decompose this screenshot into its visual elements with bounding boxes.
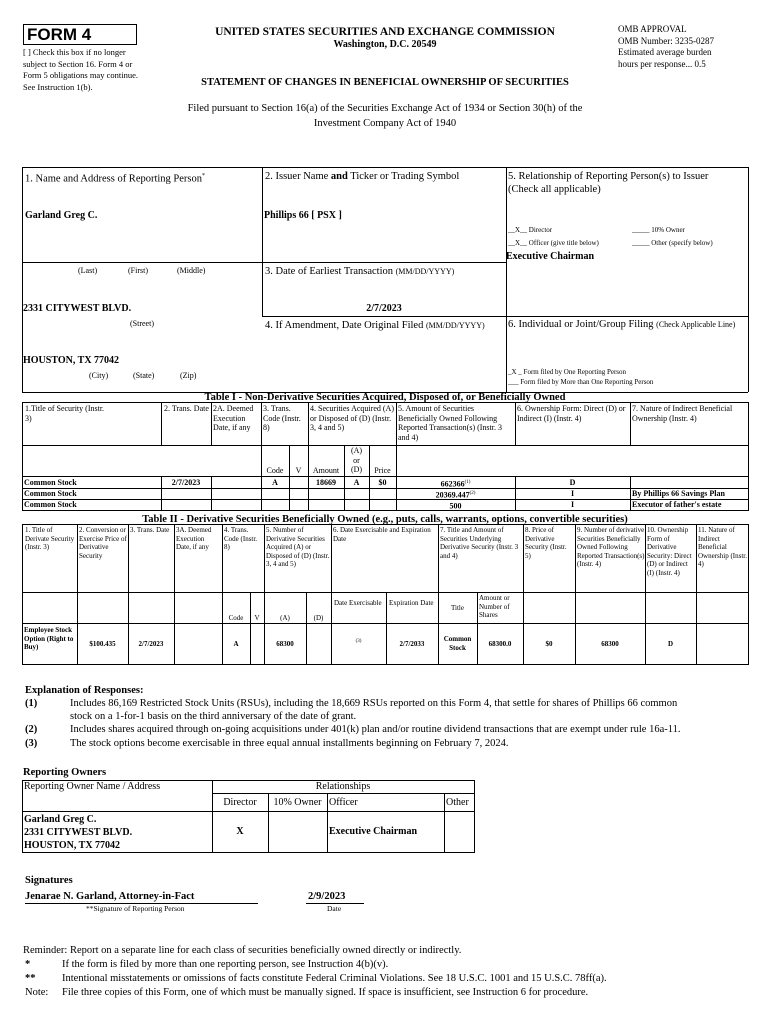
amendment-label-text: 4. If Amendment, Date Original Filed xyxy=(265,320,424,331)
footer-note: File three copies of this Form, one of which must be manually signed. If space is insufficient, see Instruction 6 for procedure. xyxy=(62,987,589,998)
t2-sub-exercisable: Date Exercisable xyxy=(334,599,382,607)
t1-row-nature: Executor of father's estate xyxy=(632,500,722,509)
owner-officer: Executive Chairman xyxy=(329,826,418,837)
t2-row-price: $100.435 xyxy=(89,640,116,648)
t1-sub-ad-or: or xyxy=(353,455,360,465)
t2-header-code: 4. Trans. Code (Instr. 8) xyxy=(224,526,258,551)
t1-row-title: Common Stock xyxy=(24,500,77,509)
t1-row-ad: A xyxy=(353,478,360,487)
t2-sub-amount: Amount or Number of Shares xyxy=(479,594,510,619)
relationship-director[interactable]: __X__ Director xyxy=(508,226,553,234)
last-label: (Last) xyxy=(78,266,98,275)
relationship-label-text: 5. Relationship of Reporting Person(s) to Issuer xyxy=(508,171,709,182)
amendment-label-small: (MM/DD/YYYY) xyxy=(425,321,485,330)
t2-header-number: 5. Number of Derivative Securities Acquired (A) or Disposed of (D) (Instr. 3, 4 and 5) xyxy=(266,526,330,568)
t2-row-owned: 68300 xyxy=(601,640,619,648)
t1-sub-v: V xyxy=(295,466,302,475)
omb-burden: Estimated average burden xyxy=(618,47,712,57)
t2-header-conversion: 2. Conversion or Exercise Price of Derivative Security xyxy=(79,526,127,560)
statement-title: STATEMENT OF CHANGES IN BENEFICIAL OWNERSHIP OF SECURITIES xyxy=(201,77,569,88)
reporting-person-label xyxy=(25,170,205,186)
relationship-officer[interactable]: __X__ Officer (give title below) xyxy=(508,239,599,247)
owner-city: HOUSTON, TX 77042 xyxy=(24,840,121,851)
owners-col-relationships: Relationships xyxy=(315,781,371,792)
t2-header-underlying: 7. Title and Amount of Securities Underlying Derivative Security (Instr. 3 and 4) xyxy=(440,526,519,560)
t2-header-deemed: 3A. Deemed Execution Date, if any xyxy=(176,526,212,551)
zip-label: (Zip) xyxy=(180,371,197,380)
issuer-label-pre: 2. Issuer Name xyxy=(265,171,329,182)
street-label: (Street) xyxy=(130,319,154,328)
relationship-label xyxy=(508,170,746,196)
amendment-label xyxy=(265,319,485,332)
t2-header-exercisable: 6. Date Exercisable and Expiration Date xyxy=(333,526,431,543)
footer-mark: ** xyxy=(25,973,36,984)
owners-col-ten: 10% Owner xyxy=(273,797,322,808)
t2-row-exercisable: (3) xyxy=(355,639,362,644)
t1-header-title: 1.Title of Security (Instr. 3) xyxy=(25,404,105,423)
table1-title: Table I - Non-Derivative Securities Acquired, Disposed of, or Beneficially Owned xyxy=(204,392,566,403)
reporting-person-street: 2331 CITYWEST BLVD. xyxy=(23,303,132,314)
relationship-sublabel: (Check all applicable) xyxy=(508,184,601,195)
explanation-num: (1) xyxy=(25,698,38,709)
t1-row-date: 2/7/2023 xyxy=(171,478,201,487)
issuer-value: Phillips 66 [ PSX ] xyxy=(264,210,342,221)
explanation-text: The stock options become exercisable in three equal annual installments beginning on February 7, 2024. xyxy=(70,738,509,749)
t2-row-date: 2/7/2023 xyxy=(138,640,164,648)
owner-name: Garland Greg C. xyxy=(24,814,97,825)
signature-name-caption: **Signature of Reporting Person xyxy=(86,904,185,913)
earliest-transaction-label xyxy=(265,265,454,278)
t2-sub-v: V xyxy=(254,614,260,622)
t1-header-date: 2. Trans. Date xyxy=(164,404,209,413)
t1-sub-price: Price xyxy=(374,466,391,475)
t2-row-a: 68300 xyxy=(276,640,294,648)
t2-header-nature: 11. Nature of Indirect Beneficial Ownership (Instr. 4) xyxy=(698,526,747,568)
t2-row-underlying-title: Common Stock xyxy=(443,635,472,652)
reporting-person-label-text: 1. Name and Address of Reporting Person xyxy=(25,173,203,185)
t1-header-form: 6. Ownership Form: Direct (D) or Indirect (I) (Instr. 4) xyxy=(517,404,626,423)
t1-row-owned-value: 662366 xyxy=(440,479,465,489)
explanation-num: (2) xyxy=(25,724,38,735)
t2-row-deriv-price: $0 xyxy=(545,640,553,648)
relationship-title: Executive Chairman xyxy=(506,251,595,262)
t2-row-form: D xyxy=(667,640,674,648)
t2-header-owned: 9. Number of derivative Securities Beneficially Owned Following Reported Transaction(s) (Instr. 4) xyxy=(577,526,645,568)
t1-row-owned-value: 20369.447 xyxy=(435,490,470,500)
t2-sub-title: Title xyxy=(451,604,464,612)
t1-row-owned xyxy=(396,500,515,511)
omb-approval xyxy=(618,24,714,70)
signature-name: Jenarae N. Garland, Attorney-in-Fact xyxy=(25,891,195,902)
t1-row-nature: By Phillips 66 Savings Plan xyxy=(632,489,725,498)
footer-reminder: Reminder: Report on a separate line for each class of securities beneficially owned directly or indirectly. xyxy=(23,945,462,956)
issuer-label-post: Ticker or Trading Symbol xyxy=(350,171,460,182)
t2-header-date: 3. Trans. Date xyxy=(130,526,170,534)
filing-label-small: (Check Applicable Line) xyxy=(656,320,736,329)
explanation-text: Includes shares acquired through on-going acquisitions under 401(k) plan and/or routine dividend transactions that are exempt under rule 16a-11. xyxy=(70,724,681,735)
t1-row-owned-value: 500 xyxy=(449,501,462,511)
t1-header-nature: 7. Nature of Indirect Beneficial Ownership (Instr. 4) xyxy=(632,404,733,423)
explanation-num: (3) xyxy=(25,738,38,749)
agency-location: Washington, D.C. 20549 xyxy=(333,39,437,50)
footer-note: Intentional misstatements or omissions of facts constitute Federal Criminal Violations. See 18 U.S.C. 1001 and 15 U.S.C. 78ff(a). xyxy=(62,973,607,984)
t1-header-owned: 5. Amount of Securities Beneficially Owned Following Reported Transaction(s) (Instr. 3 and 4) xyxy=(398,404,502,442)
t2-row-expiration: 2/7/2033 xyxy=(399,640,425,648)
agency-name: UNITED STATES SECURITIES AND EXCHANGE COMMISSION xyxy=(215,26,555,38)
owners-col-other: Other xyxy=(446,797,469,808)
earliest-transaction-value: 2/7/2023 xyxy=(366,303,402,314)
filing-label-text: 6. Individual or Joint/Group Filing xyxy=(508,319,654,330)
t1-row-form: I xyxy=(570,500,575,509)
owners-col-officer: Officer xyxy=(329,797,358,808)
t2-header-title: 1. Title of Derivate Security (Instr. 3) xyxy=(25,526,75,551)
reporting-person-label-mark: * xyxy=(202,173,206,179)
form-title: FORM 4 xyxy=(27,25,92,44)
relationship-other[interactable]: _____ Other (specify below) xyxy=(632,239,713,247)
signatures-title: Signatures xyxy=(25,875,73,886)
city-label: (City) xyxy=(89,371,109,380)
t1-row-owned-note: (1) xyxy=(464,480,471,485)
omb-number: OMB Number: 3235-0287 xyxy=(618,35,714,46)
t1-row-amount: 18669 xyxy=(316,478,336,487)
first-label: (First) xyxy=(128,266,148,275)
t2-row-title: Employee Stock Option (Right to Buy) xyxy=(24,626,74,651)
t1-header-securities: 4. Securities Acquired (A) or Disposed of (D) (Instr. 3, 4 and 5) xyxy=(310,404,394,432)
t2-header-form: 10. Ownership Form of Derivative Security: Direct (D) or Indirect (I) (Instr. 4) xyxy=(647,526,692,577)
owner-director: X xyxy=(236,826,244,837)
omb-hours: hours per response... 0.5 xyxy=(618,58,706,69)
t2-sub-d: (D) xyxy=(313,614,324,622)
owners-title: Reporting Owners xyxy=(23,767,107,778)
table2-title: Table II - Derivative Securities Beneficially Owned (e.g., puts, calls, warrants, options, convertible securities) xyxy=(142,514,628,525)
t2-row-underlying-amount: 68300.0 xyxy=(488,640,512,648)
explanation-text-b: stock on a 1-for-1 basis on the third anniversary of the date of grant. xyxy=(70,711,357,722)
filing-more[interactable]: ___ Form filed by More than One Reporting Person xyxy=(508,378,654,386)
owners-col-director: Director xyxy=(223,797,257,808)
t1-sub-ad xyxy=(344,446,369,475)
footer-mark: Note: xyxy=(25,987,49,998)
t1-header-deemed: 2A. Deemed Execution Date, if any xyxy=(213,404,254,432)
issuer-label xyxy=(265,170,459,183)
signature-date-caption: Date xyxy=(327,904,342,913)
t1-sub-ad-a: (A) xyxy=(350,446,363,455)
omb-approval-title: OMB APPROVAL xyxy=(618,24,687,34)
check-box-note[interactable]: [ ] Check this box if no longer subject to Section 16. Form 4 or Form 5 obligations may continue. See Instruction 1(b). xyxy=(23,47,138,92)
t1-row-form: D xyxy=(569,478,576,487)
t1-sub-code: Code xyxy=(266,466,284,475)
filed-pursuant-line1: Filed pursuant to Section 16(a) of the Securities Exchange Act of 1934 or Section 30(h) of the xyxy=(187,103,583,114)
filed-pursuant-line2: Investment Company Act of 1940 xyxy=(313,118,457,129)
reporting-person-city: HOUSTON, TX 77042 xyxy=(23,355,120,366)
t1-row-form: I xyxy=(570,489,575,498)
t1-row-price: $0 xyxy=(378,478,387,487)
t1-row-owned xyxy=(396,478,515,489)
reporting-person-name: Garland Greg C. xyxy=(25,210,98,221)
t1-sub-amount: Amount xyxy=(312,466,340,475)
earliest-transaction-label-text: 3. Date of Earliest Transaction xyxy=(265,266,394,277)
t2-header-price: 8. Price of Derivative Security (Instr. 5) xyxy=(525,526,567,560)
middle-label: (Middle) xyxy=(177,266,206,275)
state-label: (State) xyxy=(133,371,155,380)
t1-row-code: A xyxy=(272,478,278,487)
explanation-text-a: Includes 86,169 Restricted Stock Units (RSUs), including the 18,669 RSUs reported on this Form 4, that settle for shares of Phillips 66 common xyxy=(70,698,678,709)
relationship-ten-percent[interactable]: _____ 10% Owner xyxy=(632,226,685,234)
owner-address xyxy=(24,813,210,852)
t2-sub-a: (A) xyxy=(280,614,290,622)
t1-row-title: Common Stock xyxy=(24,489,77,498)
issuer-label-and: and xyxy=(330,171,348,182)
footer-mark: * xyxy=(25,959,31,970)
explanation-text xyxy=(70,697,750,723)
filing-one[interactable]: _X _ Form filed by One Reporting Person xyxy=(508,368,627,376)
t1-row-owned xyxy=(396,489,515,500)
t2-row-code: A xyxy=(233,640,239,648)
t1-row-title: Common Stock xyxy=(24,478,77,487)
signature-date: 2/9/2023 xyxy=(308,891,346,902)
t1-header-code: 3. Trans. Code (Instr. 8) xyxy=(263,404,301,432)
t2-sub-code: Code xyxy=(228,614,244,622)
footer-note: If the form is filed by more than one reporting person, see Instruction 4(b)(v). xyxy=(62,959,389,970)
t2-sub-expiration: Expiration Date xyxy=(389,599,434,607)
t1-row-owned-note: (2) xyxy=(469,491,476,496)
filing-label xyxy=(508,319,746,331)
explanation-title: Explanation of Responses: xyxy=(25,685,144,696)
t1-sub-ad-d: (D) xyxy=(350,465,363,474)
owner-street: 2331 CITYWEST BLVD. xyxy=(24,827,133,838)
earliest-transaction-label-small: (MM/DD/YYYY) xyxy=(395,267,455,276)
owners-col-name: Reporting Owner Name / Address xyxy=(24,781,161,792)
